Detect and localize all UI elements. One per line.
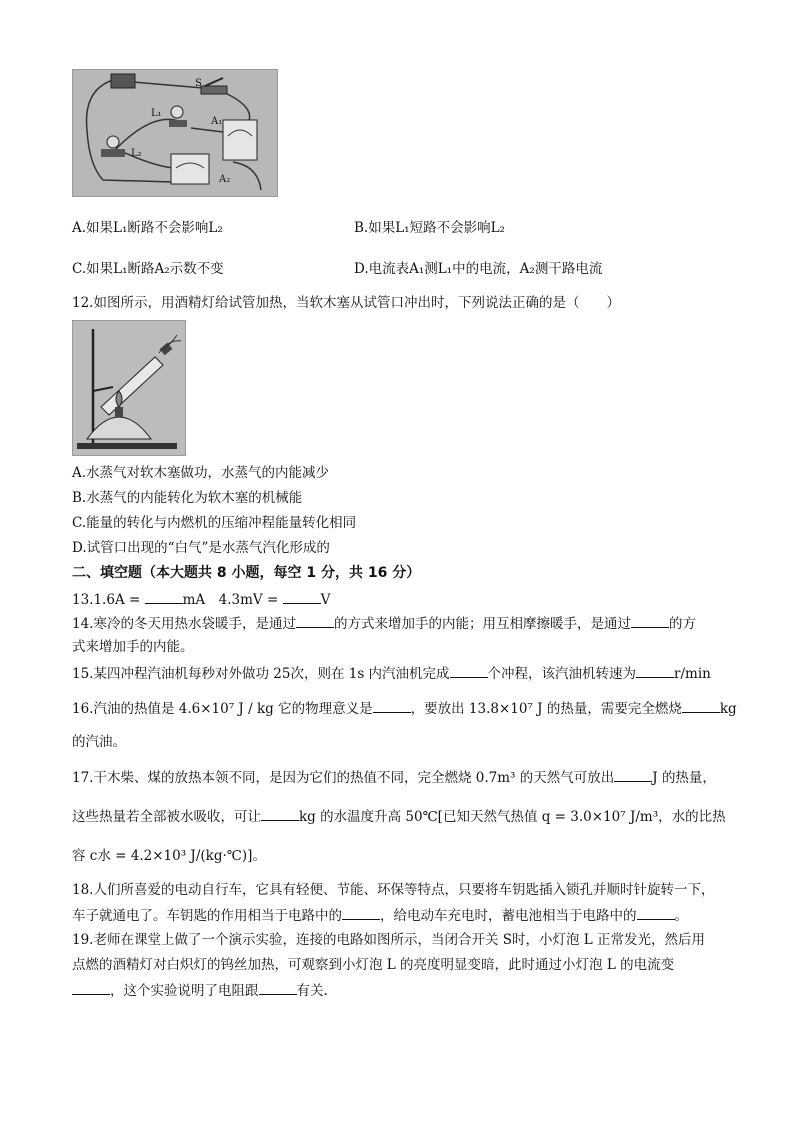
a2-label: A₂ bbox=[219, 174, 231, 185]
q19-line1: 19.老师在课堂上做了一个演示实验，连接的电路如图所示，当闭合开关 S时，小灯泡 L 正常发光，然后用 bbox=[72, 932, 706, 948]
q18-blank1[interactable] bbox=[342, 907, 380, 920]
q18-blank2[interactable] bbox=[637, 907, 675, 920]
q16-blank1[interactable] bbox=[373, 700, 411, 713]
q12-option-c: C.能量的转化与内燃机的压缩冲程能量转化相同 bbox=[72, 515, 357, 531]
q19-text2: 有关. bbox=[296, 983, 328, 999]
q12-option-a: A.水蒸气对软木塞做功，水蒸气的内能减少 bbox=[72, 465, 330, 481]
q12-stem: 12.如图所示，用酒精灯给试管加热，当软木塞从试管口冲出时，下列说法正确的是（ ） bbox=[72, 295, 620, 311]
q14-text1: 14.寒冷的冬天用热水袋暖手，是通过 bbox=[72, 616, 296, 632]
test-tube-figure bbox=[72, 320, 186, 456]
l2-label: L₂ bbox=[131, 148, 142, 159]
q11-option-a: A.如果L₁断路不会影响L₂ bbox=[72, 220, 223, 236]
q15-text1: 15.某四冲程汽油机每秒对外做功 25次，则在 1s 内汽油机完成 bbox=[72, 666, 450, 682]
q17-line1 bbox=[72, 769, 716, 786]
q19-text1: ，这个实验说明了电阻跟 bbox=[110, 983, 259, 999]
q15-blank2[interactable] bbox=[636, 665, 674, 678]
q15-text2: 个冲程，该汽油机转速为 bbox=[487, 666, 637, 682]
q14-line2: 式来增加手的内能。 bbox=[72, 639, 194, 655]
q18-text3: 。 bbox=[674, 908, 688, 924]
q17-text2: J 的热量， bbox=[652, 770, 716, 786]
q19-line3 bbox=[72, 982, 328, 999]
q11-option-b: B.如果L₁短路不会影响L₂ bbox=[354, 220, 505, 236]
q18-line2 bbox=[72, 907, 688, 924]
test-tube-diagram bbox=[73, 321, 185, 455]
q18-text1: 车子就通电了。车钥匙的作用相当于电路中的 bbox=[72, 908, 342, 924]
q13-blank1[interactable] bbox=[145, 591, 183, 604]
q13-part1: 13.1.6A = bbox=[72, 592, 141, 608]
q19-line2: 点燃的酒精灯对白炽灯的钨丝加热，可观察到小灯泡 L 的亮度明显变暗，此时通过小灯泡 L 的电流变 bbox=[72, 957, 675, 973]
q19-blank2[interactable] bbox=[259, 982, 297, 995]
q16-line2: 的汽油。 bbox=[72, 734, 126, 750]
q15-text3: r/min bbox=[674, 666, 711, 682]
q14-text2: 的方式来增加手的内能；用互相摩擦暖手，是通过 bbox=[333, 616, 631, 632]
a1-label: A₁ bbox=[211, 116, 223, 127]
q12-option-b: B.水蒸气的内能转化为软木塞的机械能 bbox=[72, 490, 303, 506]
q13 bbox=[72, 591, 330, 608]
q12-option-d: D.试管口出现的“白气”是水蒸气汽化形成的 bbox=[72, 540, 330, 556]
circuit-diagram bbox=[73, 70, 277, 196]
q13-part3: V bbox=[320, 592, 331, 608]
section-title: 二、填空题（本大题共 8 小题，每空 1 分，共 16 分） bbox=[72, 565, 421, 581]
q17-line3: 容 c水 = 4.2×10³ J/(kg·℃)]。 bbox=[72, 848, 266, 864]
q17-text3: 这些热量若全部被水吸收，可让 bbox=[72, 809, 261, 825]
q14-line1 bbox=[72, 615, 696, 632]
q19-blank1[interactable] bbox=[72, 982, 110, 995]
q16-line1 bbox=[72, 700, 737, 717]
q16-text3: kg bbox=[719, 701, 737, 717]
circuit-figure bbox=[72, 69, 278, 197]
q13-part2: mA 4.3mV = bbox=[182, 592, 279, 608]
q15-blank1[interactable] bbox=[450, 665, 488, 678]
q16-blank2[interactable] bbox=[682, 700, 720, 713]
q17-text1: 17.干木柴、煤的放热本领不同，是因为它们的热值不同，完全燃烧 0.7m³ 的天然气可放出 bbox=[72, 770, 615, 786]
q17-blank2[interactable] bbox=[261, 808, 299, 821]
q15 bbox=[72, 665, 711, 682]
q11-option-c: C.如果L₁断路A₂示数不变 bbox=[72, 261, 224, 277]
l1-label: L₁ bbox=[151, 108, 162, 119]
q16-text2: ，要放出 13.8×10⁷ J 的热量，需要完全燃烧 bbox=[410, 701, 682, 717]
q14-blank1[interactable] bbox=[296, 615, 334, 628]
q16-text1: 16.汽油的热值是 4.6×10⁷ J / kg 它的物理意义是 bbox=[72, 701, 373, 717]
switch-label: S bbox=[195, 78, 202, 89]
q11-option-d: D.电流表A₁测L₁中的电流，A₂测干路电流 bbox=[354, 261, 603, 277]
q18-text2: ，给电动车充电时，蓄电池相当于电路中的 bbox=[380, 908, 637, 924]
q13-blank2[interactable] bbox=[283, 591, 321, 604]
q17-text4: kg 的水温度升高 50℃[已知天然气热值 q = 3.0×10⁷ J/m³，水的比热 bbox=[299, 809, 726, 825]
q14-blank2[interactable] bbox=[631, 615, 669, 628]
q17-line2 bbox=[72, 808, 726, 825]
q18-line1: 18.人们所喜爱的电动自行车，它具有轻便、节能、环保等特点，只要将车钥匙插入锁孔并顺时针旋转一下， bbox=[72, 882, 715, 898]
q17-blank1[interactable] bbox=[614, 769, 652, 782]
q14-text3: 的方 bbox=[668, 616, 696, 632]
